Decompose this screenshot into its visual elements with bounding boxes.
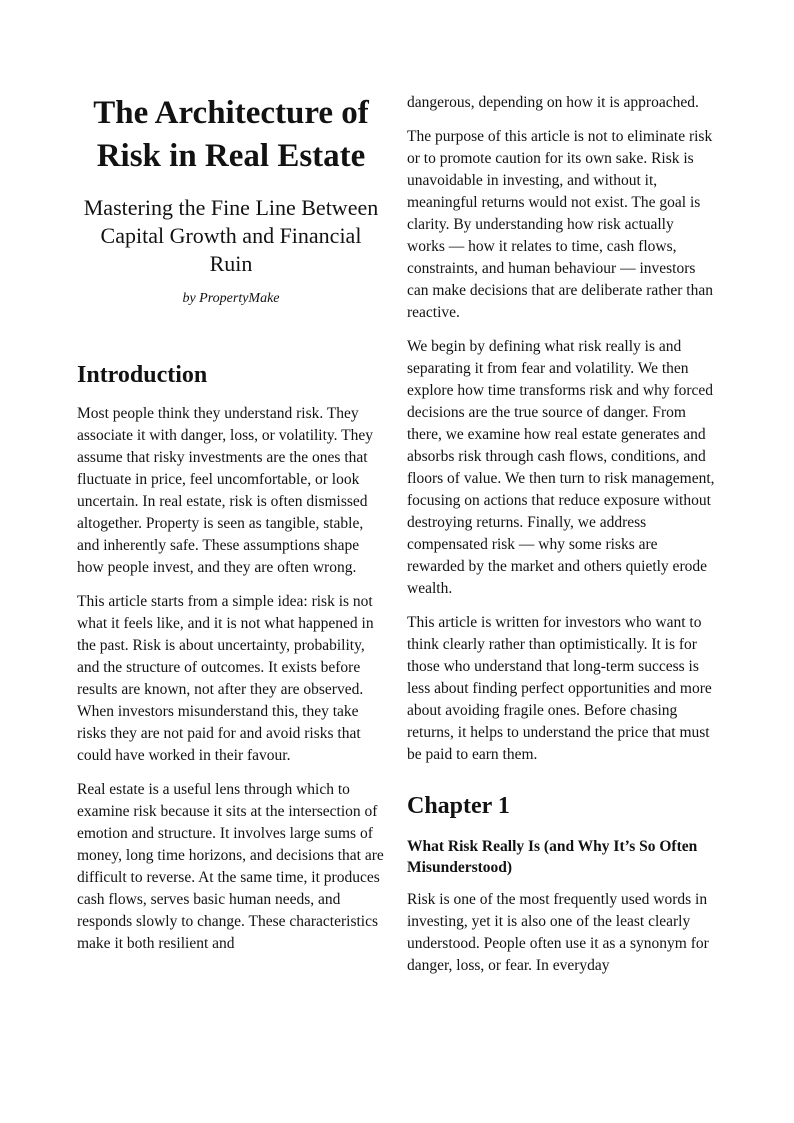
paragraph: Real estate is a useful lens through which to examine risk because it sits at the intersection of emotion and structure. It involves large sums of money, long time horizons, and decisions that are difficult to reverse. At the same time, it produces cash flows, serves basic human needs, and responds slowly to change. These characteristics make it both resilient and (77, 781, 384, 952)
paragraph: dangerous, depending on how it is approached. (407, 94, 699, 111)
section-heading-introduction: Introduction (77, 362, 208, 388)
byline: by PropertyMake (182, 291, 280, 306)
left-column (77, 92, 385, 977)
two-column-layout (77, 92, 717, 977)
article-title: The Architecture of Risk in Real Estate (93, 95, 369, 174)
paragraph: Risk is one of the most frequently used words in investing, yet it is also one of the least clearly understood. People often use it as a synonym for danger, loss, or fear. In everyday (407, 891, 709, 974)
paragraph: The purpose of this article is not to eliminate risk or to promote caution for its own sake. Risk is unavoidable in investing, and without it, meaningful returns would not exist. The goal is clarity. By understanding how risk actually works — how it relates to time, cash flows, constraints, and human behaviour — investors can make decisions that are deliberate rather than reactive. (407, 128, 713, 321)
chapter-subheading: What Risk Really Is (and Why It’s So Often Misunderstood) (407, 838, 698, 876)
paragraph: This article starts from a simple idea: risk is not what it feels like, and it is not what happened in the past. Risk is about uncertainty, probability, and the structure of outcomes. It exists before results are known, not after they are observed. When investors misunderstand this, they take risks they are not paid for and avoid risks that could have worked in their favour. (77, 593, 374, 764)
chapter-heading-1: Chapter 1 (407, 793, 510, 819)
paragraph: Most people think they understand risk. They associate it with danger, loss, or volatility. They assume that risky investments are the ones that fluctuate in price, feel uncomfortable, or look uncertain. In real estate, risk is often dismissed altogether. Property is seen as tangible, stable, and inherently safe. These assumptions shape how people invest, and they are often wrong. (77, 405, 373, 576)
right-column (407, 92, 715, 977)
article-subtitle: Mastering the Fine Line Between Capital Growth and Financial Ruin (83, 195, 379, 276)
paragraph: We begin by defining what risk really is and separating it from fear and volatility. We then explore how time transforms risk and why forced decisions are the true source of danger. From there, we examine how real estate generates and absorbs risk through cash flows, conditions, and floors of value. We then turn to risk management, focusing on actions that reduce exposure without destroying returns. Finally, we address compensated risk — why some risks are rewarded by the market and others quietly erode wealth. (407, 338, 715, 597)
paragraph: This article is written for investors who want to think clearly rather than optimistically. It is for those who understand that long-term success is less about finding perfect opportunities and more about avoiding fragile ones. Before chasing returns, it helps to understand the price that must be paid to earn them. (407, 614, 712, 763)
